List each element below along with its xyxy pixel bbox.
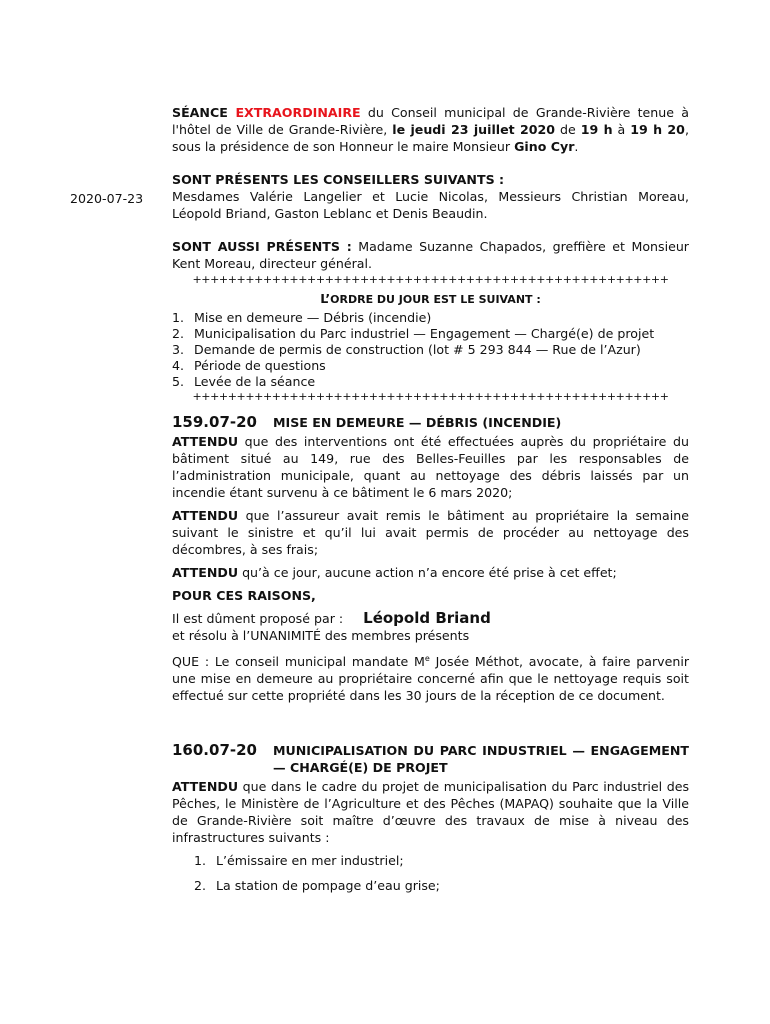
agenda-item: 1. Mise en demeure — Débris (incendie) bbox=[172, 310, 432, 325]
resolution-1-number: 159.07-20 bbox=[172, 413, 257, 431]
resolution-1-que: QUE : Le conseil municipal mandate Me Josée Méthot, avocate, à faire parvenir une mise en demeure au propriétaire concerné afin que le nettoyage requis soit effectué sur cette propriété dans les 30 jours de la réception de ce document. bbox=[172, 654, 689, 704]
infrastructure-item: 2. La station de pompage d’eau grise; bbox=[194, 878, 440, 894]
present-title: SONT PRÉSENTS LES CONSEILLERS SUIVANTS : bbox=[172, 172, 505, 187]
resolution-2-title: MUNICIPALISATION DU PARC INDUSTRIEL — ENGAGEMENT — CHARGÉ(E) DE PROJET bbox=[273, 743, 689, 776]
proposed-label: Il est dûment proposé par : bbox=[172, 611, 344, 626]
header-text-1: du Conseil municipal de Grande-Rivière tenue à l'hôtel de Ville de Grande-Rivière, bbox=[172, 105, 689, 137]
separator-bottom: ++++++++++++++++++++++++++++++++++++++++++++++++++++++ bbox=[192, 390, 669, 403]
resolution-1-resolved: et résolu à l’UNANIMITÉ des membres présents bbox=[172, 628, 470, 643]
also-present-title: SONT AUSSI PRÉSENTS : bbox=[172, 239, 352, 254]
resolution-1-heading bbox=[172, 414, 689, 431]
header-seance: SÉANCE bbox=[172, 105, 236, 120]
resolution-1-attendu-1: ATTENDU que des interventions ont été effectuées auprès du propriétaire du bâtiment situé au 149, rue des Belles-Feuilles par les responsables de l’administration municipale, quant au nettoyage des débris laissés par un incendie étant survenu à ce bâtiment le 6 mars 2020; bbox=[172, 434, 689, 500]
agenda-list bbox=[172, 310, 689, 390]
header-date: le jeudi 23 juillet 2020 bbox=[392, 122, 556, 137]
resolution-2-attendu-1: ATTENDU que dans le cadre du projet de municipalisation du Parc industriel des Pêches, le Ministère de l’Agriculture et des Pêches (MAPAQ) souhaite que la Ville de Grande-Rivière soit maître d’œuvre des travaux de mise à niveau des infrastructures suivants : bbox=[172, 779, 689, 846]
agenda-item: 4. Période de questions bbox=[172, 358, 326, 373]
header-time-end: 19 h 20 bbox=[630, 122, 685, 137]
resolution-1-title: MISE EN DEMEURE — DÉBRIS (INCENDIE) bbox=[273, 415, 562, 430]
separator-top: ++++++++++++++++++++++++++++++++++++++++++++++++++++++ bbox=[192, 273, 669, 286]
proposed-name: Léopold Briand bbox=[363, 609, 491, 627]
header-text-4: , sous la présidence de son Honneur le maire Monsieur bbox=[172, 122, 689, 154]
agenda-item: 5. Levée de la séance bbox=[172, 374, 316, 389]
present-text: Mesdames Valérie Langelier et Lucie Nicolas, Messieurs Christian Moreau, Léopold Briand, Gaston Leblanc et Denis Beaudin. bbox=[172, 189, 689, 221]
header-extraordinaire: EXTRAORDINAIRE bbox=[235, 105, 361, 120]
agenda-title: L’ORDRE DU JOUR EST LE SUIVANT : bbox=[320, 291, 541, 306]
also-present bbox=[172, 238, 689, 272]
infrastructure-item: 1. L’émissaire en mer industriel; bbox=[194, 853, 404, 869]
minutes-document bbox=[172, 104, 689, 902]
session-header bbox=[172, 104, 689, 155]
resolution-1-reasons: POUR CES RAISONS, bbox=[172, 588, 316, 603]
also-present-text: Madame Suzanne Chapados, greffière et Monsieur Kent Moreau, directeur général. bbox=[172, 239, 689, 271]
header-mayor: Gino Cyr bbox=[514, 139, 575, 154]
margin-date: 2020-07-23 bbox=[70, 191, 144, 206]
resolution-2-heading bbox=[172, 742, 689, 776]
header-text-3: à bbox=[612, 122, 631, 137]
agenda-item: 3. Demande de permis de construction (lot # 5 293 844 — Rue de l’Azur) bbox=[172, 342, 641, 357]
agenda-item: 2. Municipalisation du Parc industriel — Engagement — Chargé(e) de projet bbox=[172, 326, 655, 341]
resolution-1-proposed bbox=[172, 610, 689, 627]
resolution-1-attendu-2: ATTENDU que l’assureur avait remis le bâtiment au propriétaire la semaine suivant le sinistre et qu’il lui avait permis de procéder au nettoyage des décombres, à ses frais; bbox=[172, 508, 689, 557]
resolution-2-items bbox=[172, 852, 689, 894]
header-text-2: de bbox=[555, 122, 581, 137]
header-text-5: . bbox=[574, 139, 579, 154]
resolution-2-number: 160.07-20 bbox=[172, 741, 257, 760]
resolution-1-attendu-3: ATTENDU qu’à ce jour, aucune action n’a encore été prise à cet effet; bbox=[172, 565, 617, 580]
header-time-start: 19 h bbox=[580, 122, 613, 137]
